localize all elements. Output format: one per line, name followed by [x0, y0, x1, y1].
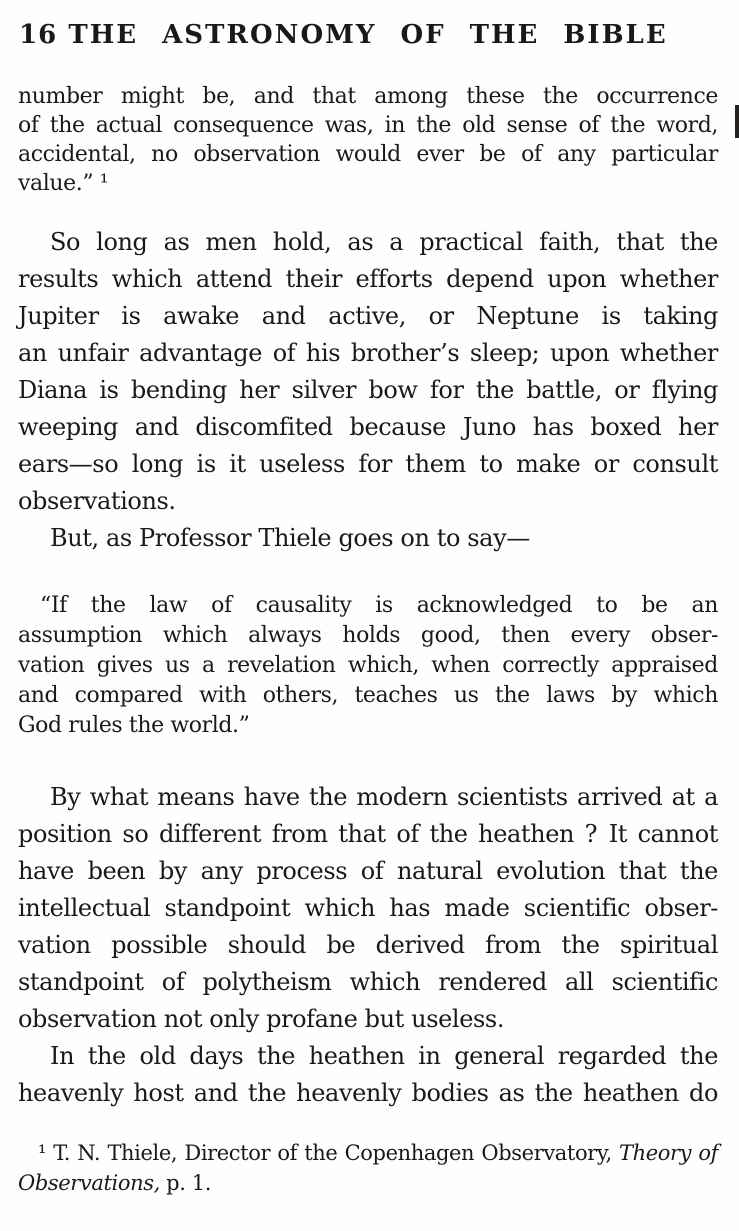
text-line: vation gives us a revelation which, when correctly appraised	[18, 653, 718, 678]
paragraph-p2	[18, 224, 718, 520]
text-line: In the old days the heathen in general regarded the	[50, 1042, 718, 1070]
text-line	[18, 1168, 718, 1198]
text-line: intellectual standpoint which has made scientific obser-	[18, 894, 718, 922]
text-segment: ¹ T. N. Thiele, Director of the Copenhagen Observatory,	[38, 1141, 620, 1165]
running-title: THE ASTRONOMY OF THE BIBLE	[68, 20, 668, 50]
text-line	[18, 1138, 718, 1168]
text-line: position so different from that of the heathen ? It cannot	[18, 820, 718, 848]
text-line: So long as men hold, as a practical faith, that the	[50, 228, 718, 256]
text-line: heavenly host and the heavenly bodies as the heathen do	[18, 1079, 718, 1107]
italic-text: Observations,	[18, 1171, 160, 1195]
text-line: results which attend their efforts depend upon whether	[18, 265, 718, 293]
text-line: Diana is bending her silver bow for the battle, or flying	[18, 376, 718, 404]
text-line: But, as Professor Thiele goes on to say—	[50, 524, 530, 552]
text-line: assumption which always holds good, then every obser-	[18, 623, 718, 648]
paragraph-p6	[18, 1038, 718, 1112]
text-line: By what means have the modern scientists arrived at a	[50, 783, 718, 811]
text-line: vation possible should be derived from the spiritual	[18, 931, 718, 959]
paragraph-p3	[18, 520, 718, 557]
scan-artifact	[735, 105, 739, 138]
text-segment: p. 1.	[159, 1171, 211, 1195]
text-line: and compared with others, teaches us the laws by which	[18, 683, 718, 708]
text-line: an unfair advantage of his brother’s sleep; upon whether	[18, 339, 718, 367]
page-number: 16	[19, 20, 58, 50]
text-line: observation not only profane but useless.	[18, 1005, 505, 1033]
text-line: God rules the world.”	[18, 713, 250, 738]
paragraph-p4	[18, 591, 718, 741]
paragraph-p5	[18, 779, 718, 1038]
text-line: “If the law of causality is acknowledged to be an	[40, 593, 718, 618]
paragraph-p1	[18, 82, 718, 198]
italic-text: Theory of	[619, 1141, 718, 1165]
text-line: accidental, no observation would ever be of any particular	[18, 142, 718, 167]
text-line: number might be, and that among these the occurrence	[18, 84, 718, 109]
page-header	[18, 18, 718, 52]
text-line: of the actual consequence was, in the old sense of the word,	[18, 113, 718, 138]
text-line: weeping and discomfited because Juno has boxed her	[18, 413, 718, 441]
text-line: Jupiter is awake and active, or Neptune is taking	[18, 302, 718, 330]
text-line: value.” ¹	[18, 171, 109, 196]
page-body	[18, 82, 718, 1112]
footnote	[18, 1138, 718, 1198]
text-line: ears—so long is it useless for them to make or consult	[18, 450, 718, 478]
text-line: standpoint of polytheism which rendered all scientific	[18, 968, 718, 996]
text-line: have been by any process of natural evolution that the	[18, 857, 718, 885]
text-line: observations.	[18, 487, 176, 515]
